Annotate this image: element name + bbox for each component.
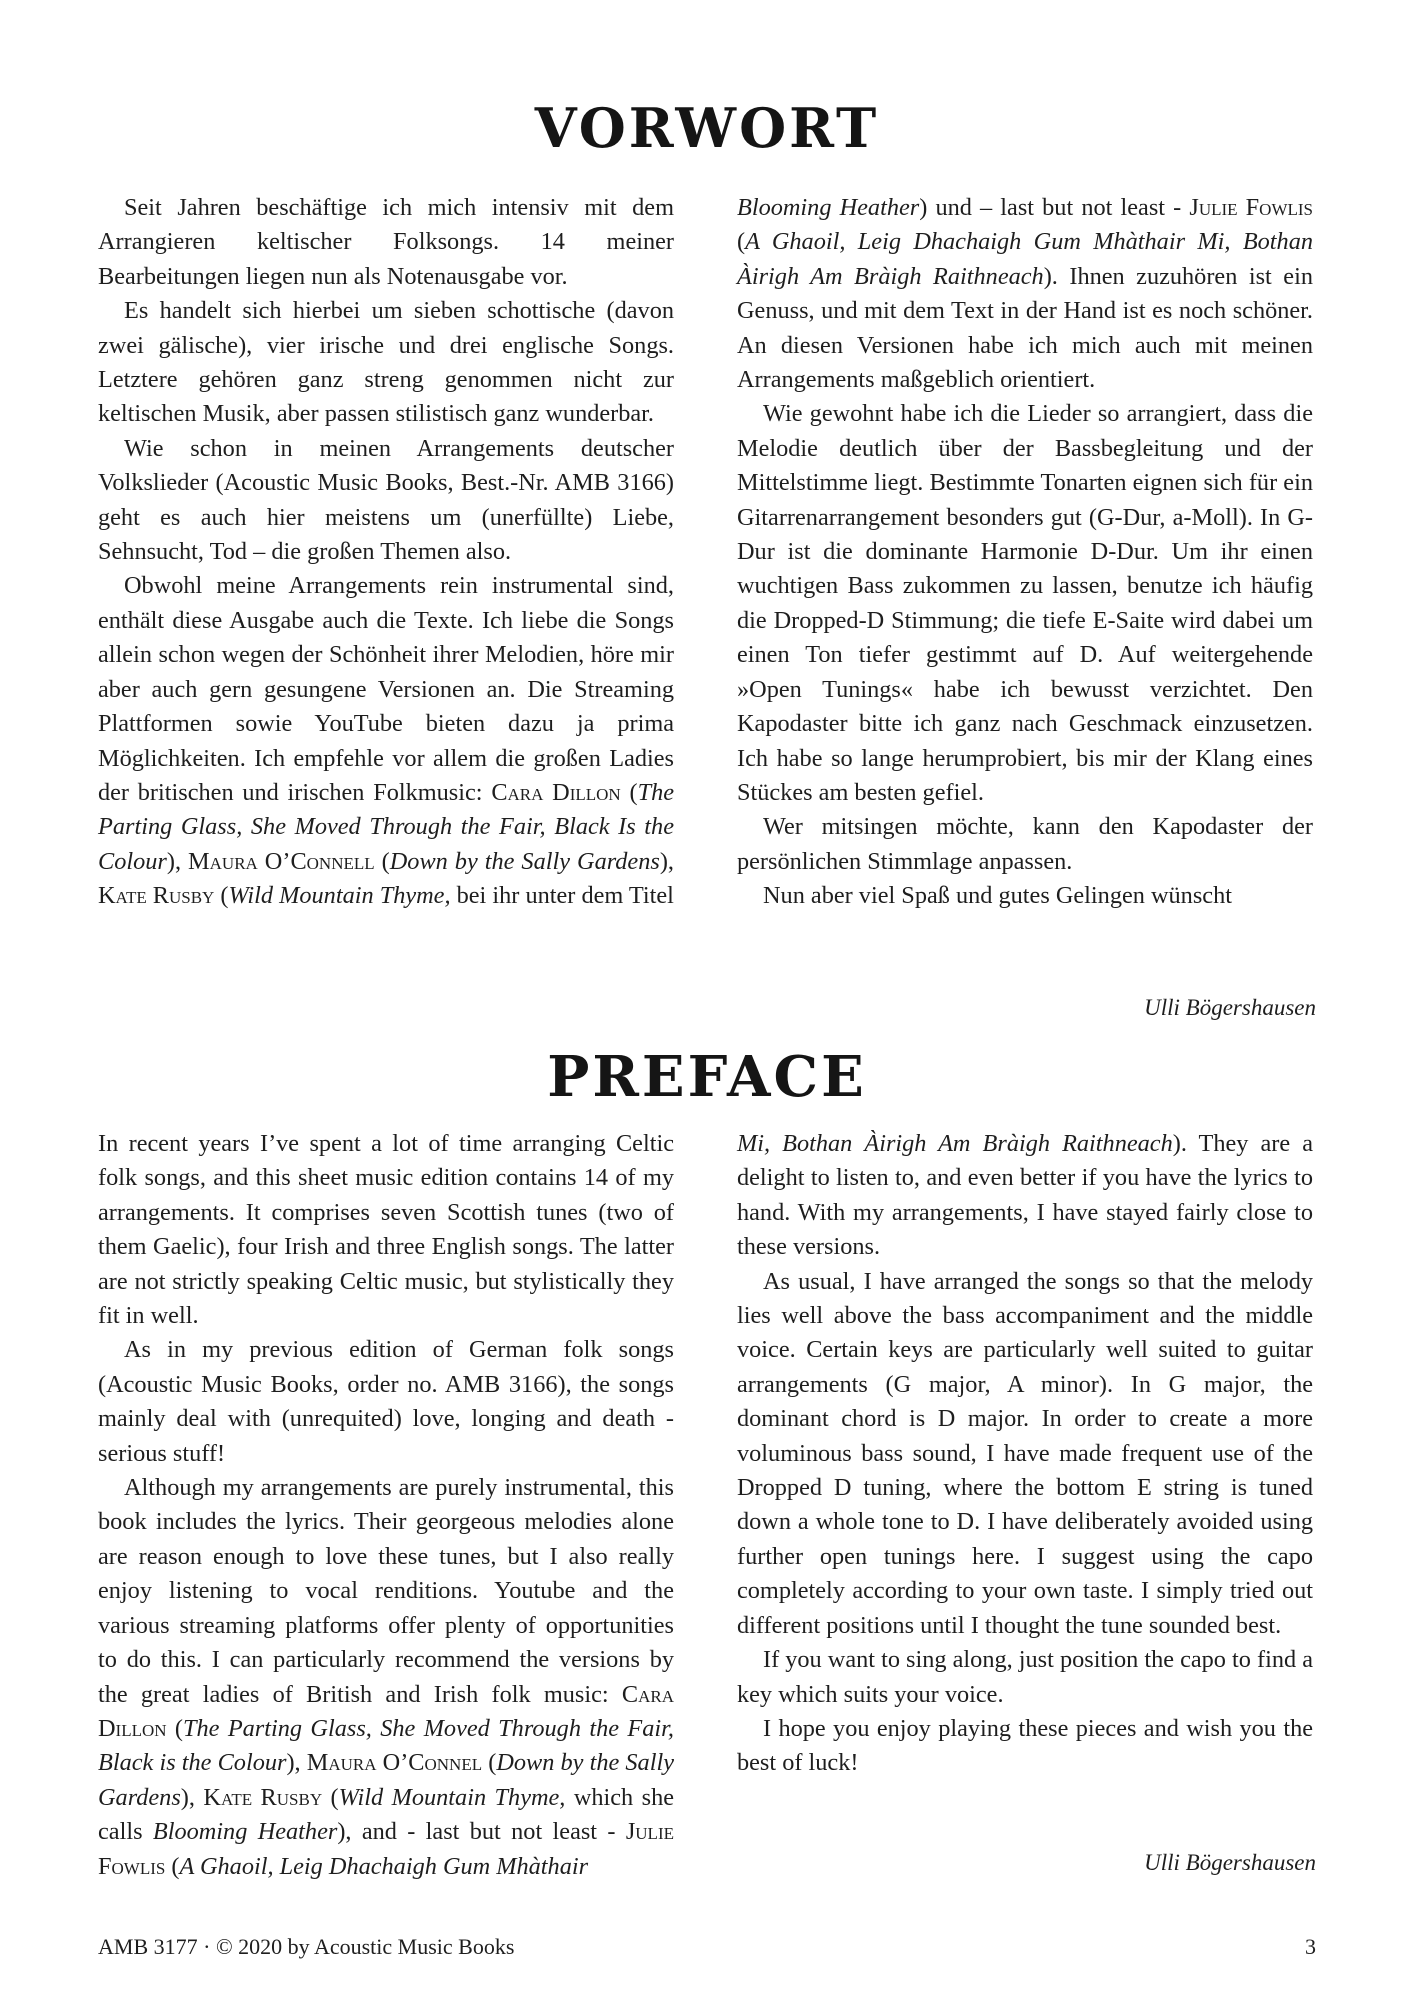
text: bei ihr unter dem Titel <box>450 882 674 910</box>
artist-name: Maura O’Connell <box>188 847 375 875</box>
preface-title: PREFACE <box>547 1044 867 1110</box>
paragraph: If you want to sing along, just position the capo to find a key which suits your voice. <box>737 1646 1313 1708</box>
song-titles: Mi, Bothan Àirigh Am Bràigh Raithneach <box>737 1130 1173 1157</box>
vorwort-column-left <box>98 191 674 914</box>
paragraph: Wie schon in meinen Arrangements deutscher Volkslieder (Acoustic Music Books, Best.-Nr. AMB 3166) geht es auch hier meistens um (unerfüllte) Liebe, Sehnsucht, Tod – die großen Themen also. <box>98 434 674 566</box>
artist-name: Julie Fowlis <box>1189 194 1313 221</box>
artist-name: Julie Fowlis <box>98 1818 674 1880</box>
artist-name: Kate Rusby <box>203 1783 323 1811</box>
text: ), <box>166 847 189 875</box>
text: Obwohl meine Arrangements rein instrumental sind, enthält diese Ausgabe auch die Texte. Ich liebe die Songs allein schon wegen der Schönheit ihrer Melodien, höre mir aber auch gern gesungene Versionen an. Die Streaming Plattformen sowie YouTube bieten dazu ja prima Möglichkeiten. Ich empfehle vor allem die großen Ladies der britischen und irischen Folkmusic: <box>98 572 674 806</box>
song-titles: Wild Mountain Thyme, <box>338 1783 566 1811</box>
preface-column-right <box>737 1127 1313 1781</box>
text: ), <box>286 1749 307 1777</box>
vorwort-signature: Ulli Bögershausen <box>1144 995 1316 1020</box>
text: ( <box>165 1852 180 1880</box>
paragraph: Nun aber viel Spaß und gutes Gelingen wünscht <box>763 882 1232 910</box>
paragraph: Wer mitsingen möchte, kann den Kapodaster der persönlichen Stimmlage anpassen. <box>737 813 1313 875</box>
song-titles: Blooming Heather <box>737 194 920 221</box>
artist-name: Kate Rusby <box>98 882 215 910</box>
song-titles: Wild Mountain Thyme, <box>228 882 451 910</box>
artist-name: Cara Dillon <box>491 778 621 806</box>
text: which she calls <box>98 1783 675 1846</box>
artist-name: Maura O’Connel <box>306 1749 483 1777</box>
song-titles: Down by the Sally Gardens <box>98 1749 674 1811</box>
text: ), and - last but not least - <box>337 1818 626 1846</box>
vorwort-title: VORWORT <box>534 96 880 160</box>
text: ( <box>322 1783 339 1811</box>
text: ) und – last but not least - <box>919 194 1190 221</box>
text: ( <box>214 882 229 910</box>
paragraph: As in my previous edition of German folk songs (Acoustic Music Books, order no. AMB 3166), the songs mainly deal with (unrequited) love, longing and death - serious stuff! <box>98 1336 674 1467</box>
paragraph <box>98 569 674 913</box>
song-titles: Blooming Heather <box>152 1818 338 1846</box>
song-titles: The Parting Glass, She Moved Through the Fair, Black Is the Colour <box>98 778 675 875</box>
text: ), <box>180 1783 204 1811</box>
text: ). Ihnen zuzuhören ist ein Genuss, und mit dem Text in der Hand ist es noch schöner. An diesen Versionen habe ich mich auch mit meinen Arrangements maßgeblich orientiert. <box>737 262 1313 394</box>
song-titles: A Ghaoil, Leig Dhachaigh Gum Mhàthair <box>179 1852 589 1880</box>
paragraph: In recent years I’ve spent a lot of time arranging Celtic folk songs, and this sheet music edition contains 14 of my arrangements. It comprises seven Scottish tunes (two of them Gaelic), four Irish and three English songs. The latter are not strictly speaking Celtic music, but stylistically they fit in well. <box>98 1130 674 1330</box>
text: ( <box>374 847 390 875</box>
footer-copyright: AMB 3177 · © 2020 by Acoustic Music Books <box>98 1934 515 1959</box>
paragraph <box>737 191 1313 397</box>
preface-column-left <box>98 1127 674 1884</box>
song-titles: The Parting Glass, She Moved Through the Fair, Black is the Colour <box>98 1714 674 1777</box>
vorwort-column-right <box>737 191 1313 914</box>
paragraph <box>98 1471 674 1884</box>
artist-name: Cara Dillon <box>98 1680 674 1742</box>
text: ( <box>166 1714 183 1742</box>
text: ( <box>620 778 638 806</box>
paragraph: Es handelt sich hierbei um sieben schottische (davon zwei gälische), vier irische und drei englische Songs. Letztere gehören ganz streng genommen nicht zur keltischen Musik, aber passen stilistisch ganz wunderbar. <box>98 297 674 428</box>
paragraph: I hope you enjoy playing these pieces and wish you the best of luck! <box>737 1714 1313 1777</box>
preface-signature: Ulli Bögershausen <box>1144 1850 1316 1875</box>
text: ). They are a delight to listen to, and even better if you have the lyrics to hand. With my arrangements, I have stayed fairly close to these versions. <box>737 1130 1313 1261</box>
paragraph: As usual, I have arranged the songs so that the melody lies well above the bass accompaniment and the middle voice. Certain keys are particularly well suited to guitar arrangements (G major, A minor). In G major, the dominant chord is D major. In order to create a more voluminous bass sound, I have made frequent use of the Dropped D tuning, where the bottom E string is tuned down a whole tone to D. I have deliberately avoided using further open tunings here. I suggest using the capo completely according to your own taste. I simply tried out different positions until I thought the tune sounded best. <box>737 1267 1313 1639</box>
text: ( <box>737 228 746 256</box>
song-titles: A Ghaoil, Leig Dhachaigh Gum Mhàthair Mi, Bothan Àirigh Am Bràigh Raithneach <box>737 228 1313 290</box>
paragraph: Seit Jahren beschäftige ich mich intensiv mit dem Arrangieren keltischer Folksongs. 14 meiner Bearbeitungen liegen nun als Notenausgabe vor. <box>98 194 674 290</box>
text: ( <box>482 1749 497 1777</box>
paragraph: Wie gewohnt habe ich die Lieder so arrangiert, dass die Melodie deutlich über der Bassbegleitung und der Mittelstimme liegt. Bestimmte Tonarten eignen sich für ein Gitarrenarrangement besonders gut (G-Dur, a-Moll). In G-Dur ist die dominante Harmonie D-Dur. Um ihr einen wuchtigen Bass zukommen zu lassen, benutze ich häufig die Dropped-D Stimmung; die tiefe E-Saite wird dabei um einen Ton tiefer gestimmt auf D. Auf weitergehende »Open Tunings« habe ich bewusst verzichtet. Den Kapodaster bitte ich ganz nach Geschmack einzusetzen. Ich habe so lange herumprobiert, bis mir der Klang eines Stückes am besten gefiel. <box>737 400 1313 806</box>
text: ), <box>659 847 674 875</box>
paragraph <box>737 1127 1313 1265</box>
song-titles: Down by the Sally Gardens <box>389 847 660 875</box>
text: Although my arrangements are purely instrumental, this book includes the lyrics. Their georgeous melodies alone are reason enough to love these tunes, but I also really enjoy listening to vocal renditions. Youtube and the various streaming platforms offer plenty of opportunities to do this. I can particularly recommend the versions by the great ladies of British and Irish folk music: <box>98 1474 674 1708</box>
page-number: 3 <box>1305 1934 1316 1959</box>
